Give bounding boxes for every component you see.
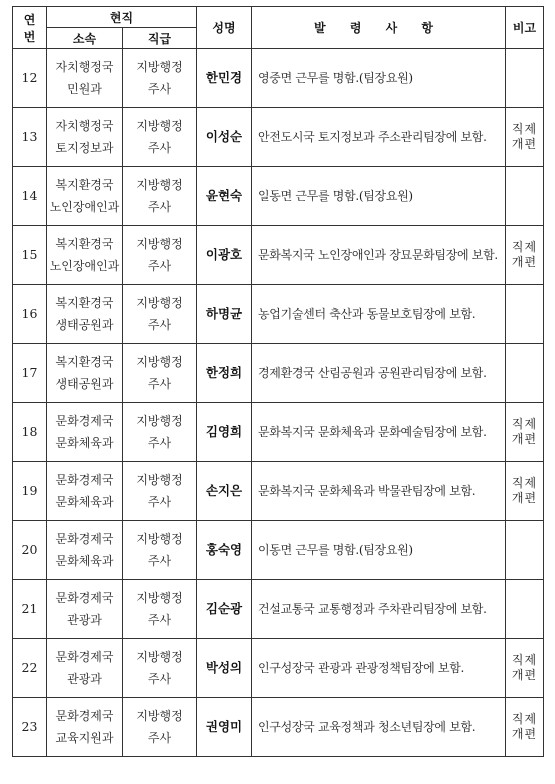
note-line-2: 개편: [511, 491, 538, 505]
table-row: [13, 108, 544, 167]
serial-number-cell: 14: [13, 167, 47, 226]
rank-cell: [123, 403, 197, 462]
department-division: 생태공원과: [55, 377, 114, 391]
note-line-1: 직제: [511, 653, 538, 667]
department-bureau: 복지환경국: [55, 178, 114, 192]
rank-grade: 주사: [147, 554, 172, 568]
department-division: 생태공원과: [55, 318, 114, 332]
rank-grade: 주사: [147, 731, 172, 745]
rank-cell: [123, 521, 197, 580]
table-row: [13, 521, 544, 580]
rank-grade: 주사: [147, 377, 172, 391]
rank-grade: 주사: [147, 82, 172, 96]
serial-number-cell: 15: [13, 226, 47, 285]
note-line-2: 개편: [511, 432, 538, 446]
department-bureau: 문화경제국: [55, 532, 114, 546]
department-cell: [47, 167, 123, 226]
department-division: 토지정보과: [55, 141, 114, 155]
table-row: [13, 462, 544, 521]
department-division: 관광과: [67, 613, 102, 627]
name-cell: 윤현숙: [197, 167, 252, 226]
name-cell: 김영희: [197, 403, 252, 462]
rank-series: 지방행정: [136, 296, 183, 310]
note-line-2: 개편: [511, 727, 538, 741]
rank-series: 지방행정: [136, 414, 183, 428]
note-cell: [506, 167, 544, 226]
department-cell: [47, 462, 123, 521]
rank-cell: [123, 285, 197, 344]
appointment-cell: 이동면 근무를 명함.(팀장요원): [252, 521, 506, 580]
name-cell: 김순광: [197, 580, 252, 639]
department-bureau: 문화경제국: [55, 591, 114, 605]
department-bureau: 자치행정국: [55, 119, 114, 133]
rank-cell: [123, 167, 197, 226]
table-row: [13, 226, 544, 285]
name-cell: 박성의: [197, 639, 252, 698]
department-bureau: 복지환경국: [55, 237, 114, 251]
rank-cell: [123, 108, 197, 167]
name-cell: 이성순: [197, 108, 252, 167]
department-cell: [47, 108, 123, 167]
note-cell: [506, 108, 544, 167]
rank-series: 지방행정: [136, 709, 183, 723]
rank-series: 지방행정: [136, 178, 183, 192]
rank-series: 지방행정: [136, 591, 183, 605]
serial-number-cell: 12: [13, 49, 47, 108]
serial-number-cell: 16: [13, 285, 47, 344]
appointment-cell: 문화복지국 노인장애인과 장묘문화팀장에 보함.: [252, 226, 506, 285]
header-name: 성명: [197, 7, 252, 49]
rank-grade: 주사: [147, 672, 172, 686]
note-line-2: 개편: [511, 668, 538, 682]
note-cell: [506, 403, 544, 462]
header-row: [13, 7, 544, 28]
rank-grade: 주사: [147, 259, 172, 273]
department-division: 문화체육과: [55, 495, 114, 509]
department-division: 노인장애인과: [49, 200, 120, 214]
rank-series: 지방행정: [136, 119, 183, 133]
name-cell: 하명균: [197, 285, 252, 344]
rank-grade: 주사: [147, 436, 172, 450]
name-cell: 이광호: [197, 226, 252, 285]
appointment-cell: 인구성장국 관광과 관광정책팀장에 보함.: [252, 639, 506, 698]
appointment-cell: 문화복지국 문화체육과 박물관팀장에 보함.: [252, 462, 506, 521]
note-line-2: 개편: [511, 255, 538, 269]
department-bureau: 자치행정국: [55, 60, 114, 74]
appointment-cell: 영중면 근무를 명함.(팀장요원): [252, 49, 506, 108]
department-bureau: 복지환경국: [55, 296, 114, 310]
rank-grade: 주사: [147, 613, 172, 627]
department-cell: [47, 226, 123, 285]
header-serial-number: 연 번: [13, 7, 47, 49]
rank-series: 지방행정: [136, 60, 183, 74]
department-cell: [47, 403, 123, 462]
header-current-position: 현직: [47, 7, 197, 28]
department-cell: [47, 285, 123, 344]
header-rank: 직급: [123, 28, 197, 49]
note-cell: [506, 285, 544, 344]
appointment-cell: 안전도시국 토지정보과 주소관리팀장에 보함.: [252, 108, 506, 167]
rank-series: 지방행정: [136, 355, 183, 369]
note-line-2: 개편: [511, 137, 538, 151]
appointment-cell: 문화복지국 문화체육과 문화예술팀장에 보함.: [252, 403, 506, 462]
note-cell: [506, 521, 544, 580]
note-cell: [506, 344, 544, 403]
rank-series: 지방행정: [136, 650, 183, 664]
note-line-1: 직제: [511, 122, 538, 136]
department-cell: [47, 344, 123, 403]
note-cell: [506, 639, 544, 698]
appointment-cell: 인구성장국 교육정책과 청소년팀장에 보함.: [252, 698, 506, 757]
rank-cell: [123, 226, 197, 285]
rank-cell: [123, 639, 197, 698]
table-row: [13, 49, 544, 108]
note-cell: [506, 49, 544, 108]
serial-number-cell: 22: [13, 639, 47, 698]
department-division: 민원과: [67, 82, 102, 96]
department-bureau: 문화경제국: [55, 473, 114, 487]
rank-series: 지방행정: [136, 473, 183, 487]
department-cell: [47, 639, 123, 698]
rank-cell: [123, 580, 197, 639]
name-cell: 한정희: [197, 344, 252, 403]
department-cell: [47, 49, 123, 108]
table-row: [13, 698, 544, 757]
note-cell: [506, 226, 544, 285]
note-line-1: 직제: [511, 417, 538, 431]
name-cell: 홍숙영: [197, 521, 252, 580]
table-row: [13, 167, 544, 226]
name-cell: 손지은: [197, 462, 252, 521]
header-department: 소속: [47, 28, 123, 49]
rank-series: 지방행정: [136, 237, 183, 251]
name-cell: 권영미: [197, 698, 252, 757]
serial-number-cell: 13: [13, 108, 47, 167]
serial-number-cell: 23: [13, 698, 47, 757]
department-cell: [47, 698, 123, 757]
department-bureau: 문화경제국: [55, 414, 114, 428]
note-line-1: 직제: [511, 476, 538, 490]
note-cell: [506, 462, 544, 521]
table-row: [13, 639, 544, 698]
rank-grade: 주사: [147, 495, 172, 509]
note-cell: [506, 580, 544, 639]
department-bureau: 문화경제국: [55, 650, 114, 664]
table-row: [13, 580, 544, 639]
table-row: [13, 403, 544, 462]
note-line-1: 직제: [511, 712, 538, 726]
department-bureau: 문화경제국: [55, 709, 114, 723]
serial-number-cell: 18: [13, 403, 47, 462]
table-row: [13, 344, 544, 403]
serial-number-cell: 21: [13, 580, 47, 639]
name-cell: 한민경: [197, 49, 252, 108]
serial-number-cell: 17: [13, 344, 47, 403]
rank-grade: 주사: [147, 200, 172, 214]
appointment-cell: 경제환경국 산림공원과 공원관리팀장에 보함.: [252, 344, 506, 403]
department-division: 교육지원과: [55, 731, 114, 745]
note-line-1: 직제: [511, 240, 538, 254]
appointment-cell: 농업기술센터 축산과 동물보호팀장에 보함.: [252, 285, 506, 344]
rank-series: 지방행정: [136, 532, 183, 546]
rank-grade: 주사: [147, 318, 172, 332]
appointment-cell: 건설교통국 교통행정과 주차관리팀장에 보함.: [252, 580, 506, 639]
table-body: [13, 49, 544, 757]
department-division: 노인장애인과: [49, 259, 120, 273]
department-division: 관광과: [67, 672, 102, 686]
department-cell: [47, 580, 123, 639]
rank-cell: [123, 698, 197, 757]
table-row: [13, 285, 544, 344]
personnel-order-table: [12, 6, 544, 757]
department-cell: [47, 521, 123, 580]
department-division: 문화체육과: [55, 554, 114, 568]
department-division: 문화체육과: [55, 436, 114, 450]
rank-grade: 주사: [147, 141, 172, 155]
appointment-cell: 일동면 근무를 명함.(팀장요원): [252, 167, 506, 226]
note-cell: [506, 698, 544, 757]
serial-number-cell: 20: [13, 521, 47, 580]
header-appointment: 발 령 사 항: [252, 7, 506, 49]
serial-number-cell: 19: [13, 462, 47, 521]
department-bureau: 복지환경국: [55, 355, 114, 369]
rank-cell: [123, 49, 197, 108]
rank-cell: [123, 344, 197, 403]
header-note: 비고: [506, 7, 544, 49]
rank-cell: [123, 462, 197, 521]
